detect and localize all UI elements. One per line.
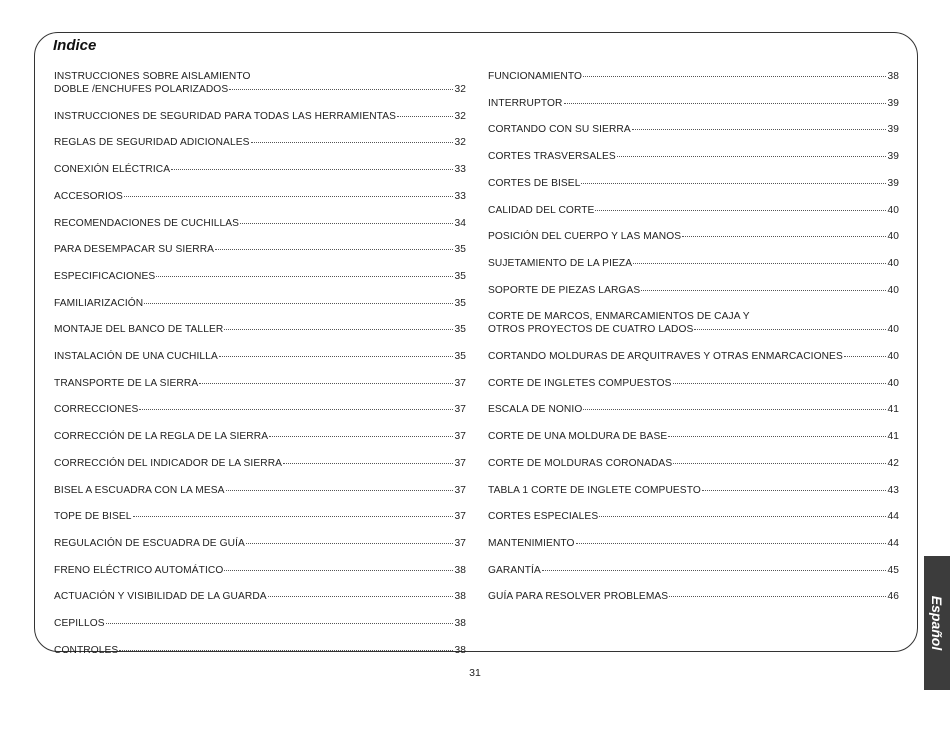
toc-entry	[54, 190, 466, 203]
toc-entry	[488, 97, 899, 110]
toc-entry	[488, 537, 899, 550]
toc-entry	[54, 297, 466, 310]
toc-entry-page: 39	[887, 177, 899, 189]
toc-entry	[488, 430, 899, 443]
toc-entry-page: 43	[887, 484, 899, 496]
toc-entry-label: CORTANDO MOLDURAS DE ARQUITRAVES Y OTRAS ENMARCACIONES	[488, 351, 843, 362]
toc-entry	[54, 537, 466, 550]
toc-entry-label: TABLA 1 CORTE DE INGLETE COMPUESTO	[488, 484, 701, 496]
toc-entry-page: 35	[454, 244, 466, 256]
toc-entry-page: 38	[454, 618, 466, 629]
toc-entry-label: RECOMENDACIONES DE CUCHILLAS	[54, 217, 240, 229]
toc-entry-page: 32	[454, 110, 466, 122]
toc-entry-row	[54, 537, 466, 550]
toc-entry	[488, 457, 899, 470]
toc-entry-label: CORTE DE INGLETES COMPUESTOS	[488, 377, 672, 389]
toc-entry	[488, 590, 899, 603]
dot-leader	[641, 290, 886, 291]
toc-entry-page: 42	[887, 457, 899, 469]
dot-leader	[669, 596, 886, 597]
toc-entry-label: BISEL A ESCUADRA CON LA MESA	[54, 484, 225, 496]
toc-entry-label: GARANTÍA	[488, 564, 541, 576]
toc-entry-page: 37	[454, 537, 466, 549]
toc-entry-label: CORTES ESPECIALES	[488, 511, 599, 523]
toc-entry-page: 38	[454, 591, 466, 603]
toc-entry-row	[54, 457, 466, 470]
toc-entry-page: 38	[454, 564, 466, 576]
toc-entry-page: 39	[887, 151, 899, 163]
dot-leader	[668, 436, 886, 437]
toc-entry-label: OTROS PROYECTOS DE CUATRO LADOS	[488, 324, 694, 336]
dot-leader	[583, 76, 886, 77]
toc-entry-label: TRANSPORTE DE LA SIERRA	[54, 377, 199, 389]
toc-entry	[488, 564, 899, 577]
toc-entry-row	[488, 257, 899, 270]
toc-entry-label-line1: INSTRUCCIONES SOBRE AISLAMIENTO	[54, 71, 251, 82]
toc-entry-page: 40	[887, 284, 899, 296]
toc-entry-row	[488, 97, 899, 110]
toc-entry-label: INSTALACIÓN DE UNA CUCHILLA	[54, 351, 218, 362]
dot-leader	[583, 409, 886, 410]
dot-leader	[119, 650, 453, 651]
toc-entry-row	[54, 243, 466, 256]
toc-entry	[488, 484, 899, 497]
toc-entry-page: 40	[887, 324, 899, 336]
language-tab-label: Español	[929, 595, 945, 651]
toc-entry-page: 37	[454, 484, 466, 496]
dot-leader	[199, 383, 453, 384]
toc-entry-page: 35	[454, 297, 466, 309]
toc-entry-row	[54, 217, 466, 230]
toc-entry-row	[488, 484, 899, 497]
dot-leader	[156, 276, 453, 277]
toc-entry-label: CORRECCIÓN DEL INDICADOR DE LA SIERRA	[54, 457, 283, 469]
toc-entry	[54, 270, 466, 283]
dot-leader	[702, 490, 887, 491]
dot-leader	[124, 196, 454, 197]
toc-entry-label: DOBLE /ENCHUFES POLARIZADOS	[54, 84, 229, 95]
toc-entry	[488, 230, 899, 243]
toc-entry-page: 38	[454, 644, 466, 656]
toc-entry-label: CONEXIÓN ELÉCTRICA	[54, 164, 171, 176]
dot-leader	[542, 570, 887, 571]
toc-entry-label: INSTRUCCIONES DE SEGURIDAD PARA TODAS LAS HERRAMIENTAS	[54, 110, 397, 122]
toc-entry-label: CORTANDO CON SU SIERRA	[488, 124, 631, 136]
dot-leader	[133, 516, 454, 517]
dot-leader	[224, 570, 453, 571]
toc-entry-row	[488, 430, 899, 443]
dot-leader	[215, 249, 453, 250]
toc-entry-page: 39	[887, 124, 899, 136]
toc-entry	[488, 350, 899, 363]
toc-entry-page: 32	[454, 137, 466, 149]
dot-leader	[106, 623, 454, 624]
toc-entry-page: 40	[887, 204, 899, 216]
dot-leader	[581, 183, 886, 184]
toc-entry-page: 34	[454, 217, 466, 229]
toc-entry-label: GUÍA PARA RESOLVER PROBLEMAS	[488, 591, 669, 603]
toc-entry-label: POSICIÓN DEL CUERPO Y LAS MANOS	[488, 231, 682, 243]
toc-entry-row	[54, 83, 466, 96]
toc-entry-label-line1: CORTE DE MARCOS, ENMARCAMIENTOS DE CAJA Y	[488, 311, 750, 323]
toc-entry-page: 41	[887, 431, 899, 443]
page-number: 31	[469, 667, 481, 679]
toc-entry-row	[54, 270, 466, 283]
toc-entry-label: CORTES DE BISEL	[488, 177, 581, 189]
toc-entry-row	[488, 150, 899, 163]
toc-entry-page: 37	[454, 431, 466, 443]
language-tab	[924, 556, 950, 690]
dot-leader	[240, 223, 453, 224]
toc-entry-label: PARA DESEMPACAR SU SIERRA	[54, 244, 215, 256]
toc-entry-page: 35	[454, 270, 466, 282]
toc-entry-label: FRENO ELÉCTRICO AUTOMÁTICO	[54, 564, 224, 576]
toc-entry-row	[488, 284, 899, 297]
dot-leader	[694, 329, 886, 330]
toc-entry-label: CORRECCIONES	[54, 404, 139, 416]
toc-entry-label: CONTROLES	[54, 644, 119, 656]
toc-entry	[54, 217, 466, 230]
toc-entry-row	[54, 190, 466, 203]
dot-leader	[673, 463, 886, 464]
toc-entry-page: 33	[454, 164, 466, 176]
toc-entry-row	[54, 644, 466, 657]
dot-leader	[595, 210, 886, 211]
dot-leader	[144, 303, 453, 304]
toc-entry-row	[54, 377, 466, 390]
toc-entry-page: 37	[454, 511, 466, 523]
dot-leader	[246, 543, 454, 544]
toc-entry-row	[488, 323, 899, 336]
toc-entry-row	[54, 110, 466, 123]
toc-entry-row	[54, 403, 466, 416]
toc-entry	[488, 403, 899, 416]
toc-entry-row	[488, 590, 899, 603]
dot-leader	[632, 129, 887, 130]
toc-entry-row	[54, 136, 466, 149]
dot-leader	[576, 543, 887, 544]
dot-leader	[269, 436, 453, 437]
toc-entry-label: CORTES TRASVERSALES	[488, 151, 616, 163]
toc-entry-row	[54, 564, 466, 577]
toc-entry-row	[54, 430, 466, 443]
toc-entry-label: MONTAJE DEL BANCO DE TALLER	[54, 324, 224, 336]
dot-leader	[844, 356, 887, 357]
toc-entry-page: 37	[454, 377, 466, 389]
dot-leader	[682, 236, 886, 237]
toc-entry	[54, 110, 466, 123]
toc-entry	[54, 590, 466, 603]
toc-entry-label: CORTE DE UNA MOLDURA DE BASE	[488, 431, 668, 443]
toc-entry	[488, 150, 899, 163]
dot-leader	[673, 383, 887, 384]
dot-leader	[226, 490, 454, 491]
toc-entry-row	[488, 564, 899, 577]
toc-entry-label: CORTE DE MOLDURAS CORONADAS	[488, 457, 673, 469]
toc-entry-label: ESCALA DE NONIO	[488, 404, 583, 416]
dot-leader	[283, 463, 453, 464]
toc-entry-row	[54, 617, 466, 630]
toc-entry-row	[488, 403, 899, 416]
dot-leader	[617, 156, 887, 157]
dot-leader	[564, 103, 887, 104]
toc-entry-page: 41	[887, 404, 899, 416]
toc-entry-row	[488, 457, 899, 470]
toc-entry-label: CORRECCIÓN DE LA REGLA DE LA SIERRA	[54, 431, 269, 443]
toc-entry-label: ESPECIFICACIONES	[54, 270, 156, 282]
toc-entry-label: CALIDAD DEL CORTE	[488, 204, 595, 216]
toc-entry	[54, 564, 466, 577]
dot-leader	[251, 142, 454, 143]
toc-entry	[488, 70, 899, 83]
toc-entry-label: CEPILLOS	[54, 618, 105, 629]
toc-entry-page: 39	[887, 97, 899, 109]
toc-entry	[54, 617, 466, 630]
toc-entry-row	[488, 123, 899, 136]
toc-entry-row	[488, 70, 899, 83]
toc-entry-page: 37	[454, 404, 466, 416]
dot-leader	[268, 596, 454, 597]
toc-entry-page: 44	[887, 511, 899, 523]
toc-entry	[488, 377, 899, 390]
toc-entry-label: ACTUACIÓN Y VISIBILIDAD DE LA GUARDA	[54, 591, 267, 603]
toc-entry-label: SOPORTE DE PIEZAS LARGAS	[488, 284, 641, 296]
toc-entry-row	[488, 177, 899, 190]
toc-entry-page: 46	[887, 591, 899, 603]
toc-entry-label: REGLAS DE SEGURIDAD ADICIONALES	[54, 137, 250, 149]
toc-entry-page: 40	[887, 257, 899, 269]
dot-leader	[219, 356, 454, 357]
toc-entry-row	[488, 350, 899, 363]
toc-entry	[54, 163, 466, 176]
toc-entry	[54, 377, 466, 390]
toc-entry	[54, 70, 466, 96]
toc-entry-page: 37	[454, 457, 466, 469]
dot-leader	[171, 169, 453, 170]
toc-entry-row	[488, 510, 899, 523]
toc-entry	[54, 136, 466, 149]
toc-entry-page: 40	[887, 377, 899, 389]
toc-entry-label: FUNCIONAMIENTO	[488, 71, 583, 82]
toc-entry	[54, 323, 466, 336]
toc-entry-label: ACCESORIOS	[54, 190, 123, 202]
toc-entry-label: REGULACIÓN DE ESCUADRA DE GUÍA	[54, 537, 245, 549]
toc-entry-row	[54, 297, 466, 310]
toc-entry	[488, 123, 899, 136]
toc-entry-page: 45	[887, 564, 899, 576]
toc-entry	[54, 457, 466, 470]
toc-entry	[488, 510, 899, 523]
toc-entry-row	[54, 323, 466, 336]
toc-entry-page: 40	[887, 231, 899, 243]
toc-entry	[54, 350, 466, 363]
toc-entry-page: 33	[454, 190, 466, 202]
toc-entry-row	[488, 537, 899, 550]
toc-entry	[54, 510, 466, 523]
toc-entry-page: 35	[454, 351, 466, 362]
toc-entry-row	[54, 510, 466, 523]
toc-entry	[54, 484, 466, 497]
toc-entry-page: 38	[887, 71, 899, 82]
dot-leader	[397, 116, 453, 117]
toc-entry-label: SUJETAMIENTO DE LA PIEZA	[488, 257, 633, 269]
dot-leader	[229, 89, 453, 90]
toc-entry-label: INTERRUPTOR	[488, 97, 563, 109]
toc-entry	[488, 257, 899, 270]
toc-entry	[488, 204, 899, 217]
toc-entry-page: 44	[887, 537, 899, 549]
toc-entry	[54, 243, 466, 256]
toc-entry-page: 35	[454, 324, 466, 336]
toc-entry-row	[54, 590, 466, 603]
toc-entry	[488, 284, 899, 297]
toc-entry-page: 32	[454, 84, 466, 95]
toc-entry	[54, 644, 466, 657]
toc-entry-row	[54, 163, 466, 176]
toc-entry-page: 40	[887, 351, 899, 362]
toc-entry	[54, 403, 466, 416]
dot-leader	[633, 263, 886, 264]
toc-entry-label: MANTENIMIENTO	[488, 537, 575, 549]
dot-leader	[139, 409, 453, 410]
toc-entry-row	[488, 230, 899, 243]
toc-entry	[54, 430, 466, 443]
toc-entry-label: TOPE DE BISEL	[54, 511, 132, 523]
index-title: Indice	[53, 37, 97, 54]
toc-entry-row	[488, 377, 899, 390]
toc-entry-row	[54, 350, 466, 363]
toc-entry-row	[488, 204, 899, 217]
dot-leader	[224, 329, 453, 330]
toc-entry	[488, 177, 899, 190]
toc-entry	[488, 310, 899, 336]
toc-entry-row	[54, 484, 466, 497]
toc-entry-label: FAMILIARIZACIÓN	[54, 297, 144, 309]
dot-leader	[599, 516, 886, 517]
